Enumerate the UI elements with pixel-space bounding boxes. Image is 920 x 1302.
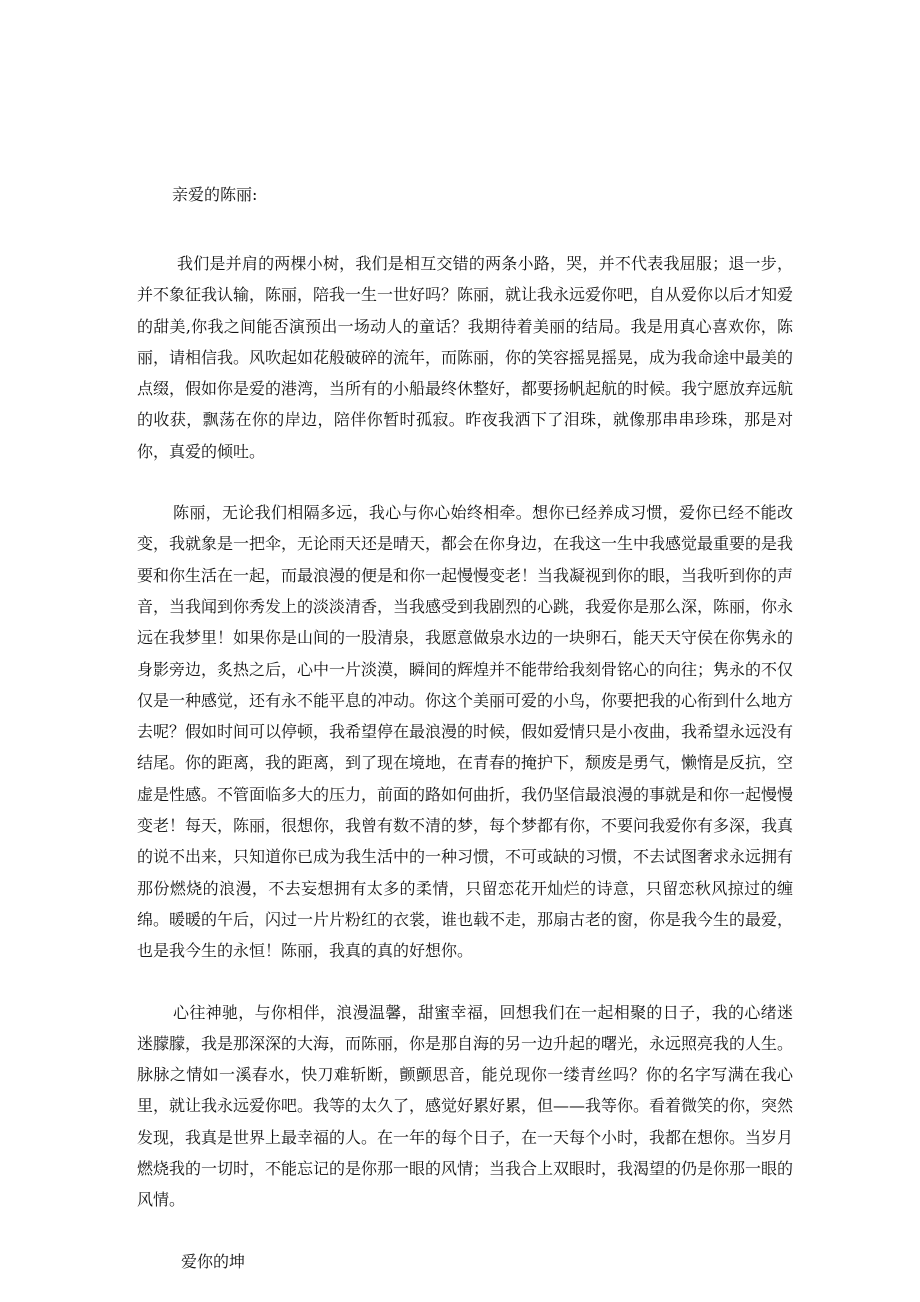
letter-paragraph-3: 心往神驰，与你相伴，浪漫温馨，甜蜜幸福，回想我们在一起相聚的日子，我的心绪迷迷朦朦，我是那深深的大海，而陈丽，你是那自海的另一边升起的曙光，永远照亮我的人生。脉脉之情如一溪春水，快刀难斩断，颤颤思音，能兑现你一缕青丝吗？你的名字写满在我心里，就让我永远爱你吧。我等的太久了，感觉好累好累，但——我等你。看着微笑的你，突然发现，我真是世界上最幸福的人。在一年的每个日子，在一天每个小时，我都在想你。当岁月燃烧我的一切时，不能忘记的是你那一眼的风情；当我合上双眼时，我渴望的仍是你那一眼的风情。 <box>137 1002 794 1210</box>
letter-paragraph-2: 陈丽，无论我们相隔多远，我心与你心始终相牵。想你已经养成习惯，爱你已经不能改变，我就象是一把伞，无论雨天还是晴天，都会在你身边，在我这一生中我感觉最重要的是我要和你生活在一起，而最浪漫的便是和你一起慢慢变老！当我凝视到你的眼，当我听到你的声音，当我闻到你秀发上的淡淡清香，当我感受到我剧烈的心跳，我爱你是那么深，陈丽，你永远在我梦里！如果你是山间的一股清泉，我愿意做泉水边的一块卵石，能天天守侯在你隽永的身影旁边，炙热之后，心中一片淡漠，瞬间的辉煌并不能带给我刻骨铭心的向往；隽永的不仅仅是一种感觉，还有永不能平息的冲动。你这个美丽可爱的小鸟，你要把我的心衔到什么地方去呢？假如时间可以停顿，我希望停在最浪漫的时候，假如爱情只是小夜曲，我希望永远没有结尾。你的距离，我的距离，到了现在境地，在青春的掩护下，颓废是勇气，懒惰是反抗，空虚是性感。不管面临多大的压力，前面的路如何曲折，我仍坚信最浪漫的事就是和你一起慢慢变老！每天，陈丽，很想你，我曾有数不清的梦，每个梦都有你，不要问我爱你有多深，我真的说不出来，只知道你已成为我生活中的一种习惯，不可或缺的习惯，不去试图奢求永远拥有那份燃烧的浪漫，不去妄想拥有太多的柔情，只留恋花开灿烂的诗意，只留恋秋风掠过的缠绵。暖暖的午后，闪过一片片粉红的衣裳，谁也载不走，那扇古老的窗，你是我今生的最爱，也是我今生的永恒！陈丽，我真的真的好想你。 <box>137 503 794 961</box>
letter-paragraph-1: 我们是并肩的两棵小树，我们是相互交错的两条小路，哭，并不代表我屈服；退一步，并不象征我认输，陈丽，陪我一生一世好吗？陈丽，就让我永远爱你吧，自从爱你以后才知爱的甜美,你我之间能否演预出一场动人的童话？我期待着美丽的结局。我是用真心喜欢你，陈丽，请相信我。风吹起如花般破碎的流年，而陈丽，你的笑容摇晃摇晃，成为我命途中最美的点缀，假如你是爱的港湾，当所有的小船最终休整好，都要扬帆起航的时候。我宁愿放弃远航的收获，飘荡在你的岸边，陪伴你暂时孤寂。昨夜我洒下了泪珠，就像那串串珍珠，那是对你，真爱的倾吐。 <box>137 254 794 461</box>
letter-signature: 爱你的坤 <box>181 1251 246 1271</box>
letter-salutation: 亲爱的陈丽: <box>172 185 258 204</box>
letter-page <box>137 179 793 1277</box>
